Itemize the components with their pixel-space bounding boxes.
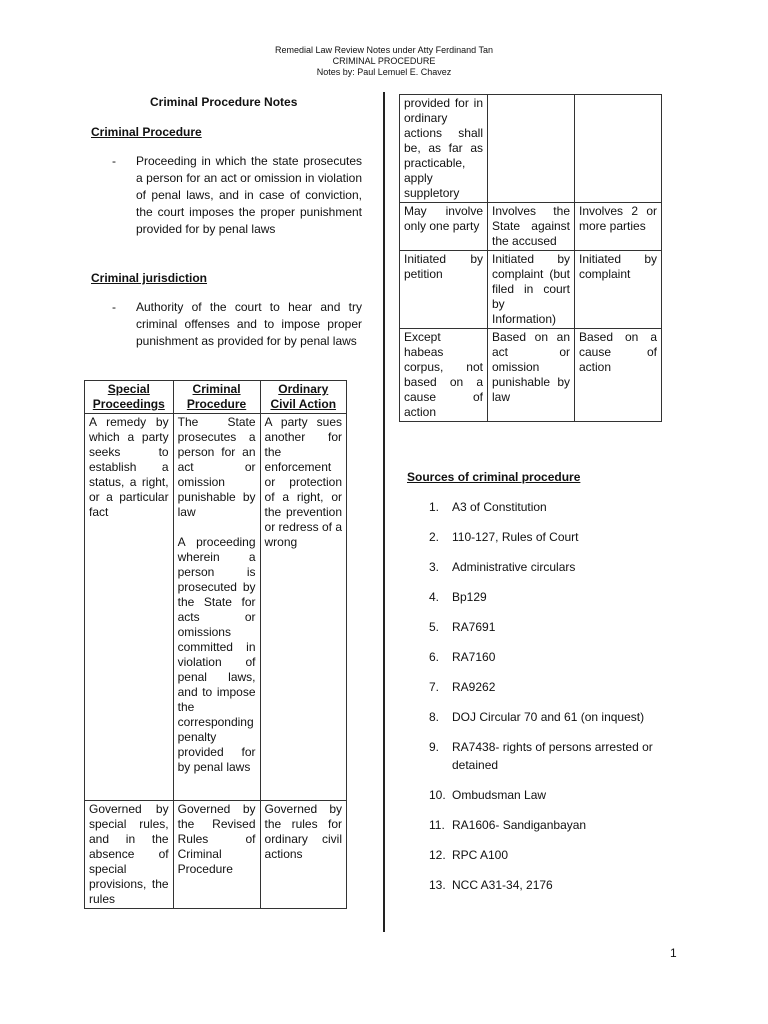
notes-title: Criminal Procedure Notes — [150, 95, 298, 109]
list-item-text: DOJ Circular 70 and 61 (on inquest) — [452, 710, 645, 724]
list-item-number: 8. — [429, 710, 440, 724]
cell-paragraph: A proceeding wherein a person is prosecuted by the State for acts or omissions committed in violation of penal laws, and to impose the corresponding penalty provided for by penal laws — [177, 535, 256, 774]
table-cell: Governed by special rules, and in the absence of special provisions, the rules — [85, 801, 174, 909]
list-item — [407, 618, 687, 636]
list-item-text: RA7691 — [452, 620, 496, 634]
list-item — [407, 528, 687, 546]
column-divider — [383, 92, 385, 932]
list-item — [407, 588, 687, 606]
list-item-number: 4. — [429, 590, 440, 604]
list-item-number: 3. — [429, 560, 440, 574]
list-item-number: 13. — [429, 878, 446, 892]
document-header — [0, 45, 768, 78]
table-cell: May involve only one party — [400, 203, 488, 251]
list-item-number: 10. — [429, 788, 446, 802]
list-item-text: Administrative circulars — [452, 560, 576, 574]
bullet-dash: - — [112, 154, 116, 168]
table-row — [400, 251, 662, 329]
bullet-dash: - — [112, 300, 116, 314]
comparison-table-right — [399, 94, 662, 422]
list-item — [407, 786, 687, 804]
table-cell: Involves the State against the accused — [488, 203, 575, 251]
list-item-text: A3 of Constitution — [452, 500, 547, 514]
table-cell: Governed by the Revised Rules of Criminal Procedure — [173, 801, 260, 909]
header-line-3: Notes by: Paul Lemuel E. Chavez — [316, 67, 452, 77]
section-criminal-jurisdiction-title: Criminal jurisdiction — [91, 271, 208, 285]
list-item-number: 6. — [429, 650, 440, 664]
page-number: 1 — [670, 946, 677, 960]
list-item — [407, 876, 687, 894]
list-item-text: RA7160 — [452, 650, 496, 664]
header-line-2: CRIMINAL PROCEDURE — [332, 56, 436, 66]
header-ordinary-civil-action: Ordinary Civil Action — [260, 381, 346, 414]
list-item — [407, 648, 687, 666]
sources-list — [407, 498, 687, 906]
table-cell: Based on a cause of action — [575, 329, 662, 422]
sources-title: Sources of criminal procedure — [407, 470, 581, 484]
table-cell: provided for in ordinary actions shall be, as far as practicable, apply suppletory — [400, 95, 488, 203]
table-row — [400, 203, 662, 251]
table-cell: Initiated by complaint — [575, 251, 662, 329]
table-cell: Governed by the rules for ordinary civil actions — [260, 801, 346, 909]
table-cell: Except habeas corpus, not based on a cause of action — [400, 329, 488, 422]
list-item-text: RA7438- rights of persons arrested or detained — [452, 740, 653, 772]
list-item-text: NCC A31-34, 2176 — [452, 878, 553, 892]
cell-paragraph: The State prosecutes a person for an act or omission punishable by law — [177, 415, 256, 519]
table-row — [85, 801, 347, 909]
list-item — [407, 498, 687, 516]
table-row — [400, 95, 662, 203]
list-item-text: RA1606- Sandiganbayan — [452, 818, 587, 832]
section-criminal-procedure-title: Criminal Procedure — [91, 125, 202, 139]
header-special-proceedings: Special Proceedings — [85, 381, 174, 414]
table-cell: Involves 2 or more parties — [575, 203, 662, 251]
list-item-text: Bp129 — [452, 590, 487, 604]
criminal-jurisdiction-definition — [112, 299, 362, 367]
list-item-number: 12. — [429, 848, 446, 862]
table-row — [85, 414, 347, 801]
list-item — [407, 558, 687, 576]
table-row — [400, 329, 662, 422]
list-item-number: 9. — [429, 740, 440, 754]
table-cell: A remedy by which a party seeks to establish a status, a right, or a particular fact — [85, 414, 174, 801]
list-item — [407, 678, 687, 696]
table-cell — [575, 95, 662, 203]
list-item-number: 5. — [429, 620, 440, 634]
header-criminal-procedure: Criminal Procedure — [173, 381, 260, 414]
list-item-text: RPC A100 — [452, 848, 509, 862]
criminal-procedure-definition-text: Proceeding in which the state prosecutes a person for an act or omission in violation of penal laws, and in case of conviction, the court imposes the proper punishment provided for by penal laws — [136, 154, 362, 236]
list-item — [407, 816, 687, 834]
list-item-text: RA9262 — [452, 680, 496, 694]
list-item — [407, 846, 687, 864]
table-cell — [173, 414, 260, 801]
table-cell: A party sues another for the enforcement or protection of a right, or the prevention or redress of a wrong — [260, 414, 346, 801]
list-item-number: 2. — [429, 530, 440, 544]
list-item — [407, 708, 687, 726]
criminal-procedure-definition — [112, 153, 362, 255]
list-item-text: 110-127, Rules of Court — [452, 530, 579, 544]
table-cell — [488, 95, 575, 203]
header-line-1: Remedial Law Review Notes under Atty Ferdinand Tan — [275, 45, 493, 55]
comparison-table-left — [84, 380, 347, 909]
list-item-number: 11. — [429, 818, 445, 832]
list-item-number: 1. — [429, 500, 440, 514]
list-item — [407, 738, 687, 774]
table-cell: Based on an act or omission punishable by law — [488, 329, 575, 422]
criminal-jurisdiction-definition-text: Authority of the court to hear and try criminal offenses and to impose proper punishment as provided for by penal laws — [136, 300, 362, 348]
table-cell: Initiated by petition — [400, 251, 488, 329]
list-item-text: Ombudsman Law — [452, 788, 547, 802]
table-header-row — [85, 381, 347, 414]
table-cell: Initiated by complaint (but filed in court by Information) — [488, 251, 575, 329]
list-item-number: 7. — [429, 680, 440, 694]
